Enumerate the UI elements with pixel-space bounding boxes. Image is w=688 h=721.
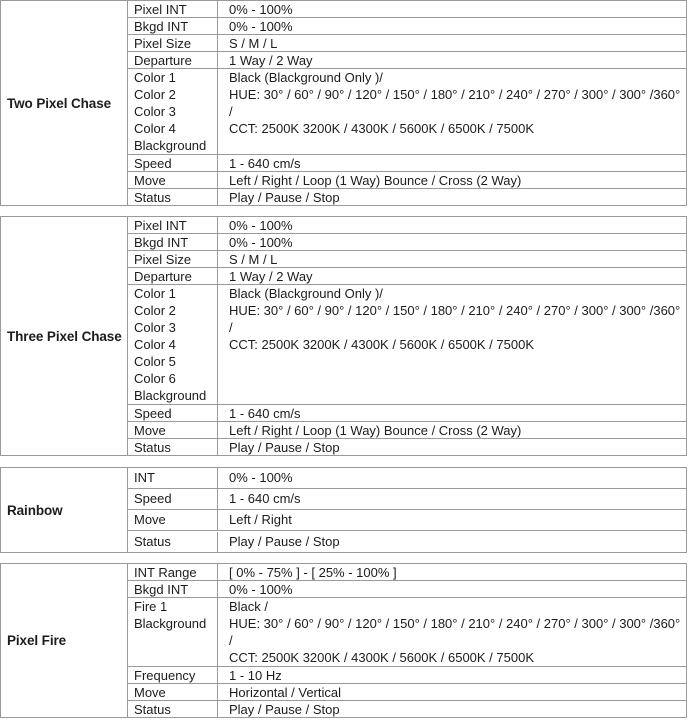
param-value: 0% - 100%: [229, 19, 293, 34]
table-row: [128, 667, 686, 684]
param-value: Black / HUE: 30° / 60° / 90° / 120° / 150° / 180° / 210° / 240° / 270° / 300° / 300° /360° / CCT: 2500K 3200K / 4300K / 5600K / 6500K / 7500K: [229, 599, 681, 665]
param-value: Black (Blackground Only )/ HUE: 30° / 60° / 90° / 120° / 150° / 180° / 210° / 240° / 270° / 300° / 300° /360° / CCT: 2500K 3200K / 4300K / 5600K / 6500K / 7500K: [229, 286, 681, 352]
param-value: [ 0% - 75% ] - [ 25% - 100% ]: [229, 565, 397, 580]
param-name: Frequency: [128, 667, 218, 683]
param-value: 0% - 100%: [229, 470, 293, 485]
table-row: [128, 439, 686, 455]
param-name: Status: [128, 701, 218, 717]
param-value: Left / Right: [229, 512, 292, 527]
param-value: Play / Pause / Stop: [229, 702, 340, 717]
param-name: Color 1 Color 2 Color 3 Color 4 Blackground: [128, 69, 218, 154]
param-value: 0% - 100%: [229, 218, 293, 233]
table-row: [128, 268, 686, 285]
param-name: Speed: [128, 489, 218, 509]
mode-name: Rainbow: [1, 468, 128, 552]
param-name: Speed: [128, 155, 218, 171]
param-name: Status: [128, 439, 218, 455]
table-row: [128, 489, 686, 510]
param-name: Move: [128, 422, 218, 438]
param-value: Left / Right / Loop (1 Way) Bounce / Cross (2 Way): [229, 173, 522, 188]
param-name: INT: [128, 468, 218, 488]
table-row: [128, 564, 686, 581]
table-row: [128, 189, 686, 205]
param-name: Bkgd INT: [128, 234, 218, 250]
params-table: [128, 468, 686, 552]
param-name: Move: [128, 684, 218, 700]
mode-block-three-pixel-chase: [0, 216, 687, 456]
param-value: 1 Way / 2 Way: [229, 269, 313, 284]
mode-name: Three Pixel Chase: [1, 217, 128, 455]
mode-block-rainbow: [0, 467, 687, 553]
param-value: S / M / L: [229, 252, 278, 267]
param-name: Pixel INT: [128, 1, 218, 17]
table-row: [128, 251, 686, 268]
param-value: 0% - 100%: [229, 582, 293, 597]
param-name: Pixel Size: [128, 251, 218, 267]
param-value: 1 Way / 2 Way: [229, 53, 313, 68]
mode-block-two-pixel-chase: [0, 0, 687, 206]
table-row: [128, 35, 686, 52]
table-row: [128, 155, 686, 172]
param-value: Play / Pause / Stop: [229, 440, 340, 455]
mode-block-pixel-fire: [0, 563, 687, 718]
table-row: [128, 69, 686, 155]
param-name: Color 1 Color 2 Color 3 Color 4 Color 5 Color 6 Blackground: [128, 285, 218, 404]
param-value: Horizontal / Vertical: [229, 685, 341, 700]
table-row: [128, 468, 686, 489]
table-row: [128, 1, 686, 18]
table-row: [128, 701, 686, 717]
param-name: Pixel Size: [128, 35, 218, 51]
table-row: [128, 285, 686, 405]
param-name: Move: [128, 510, 218, 530]
table-row: [128, 510, 686, 531]
param-name: Departure: [128, 268, 218, 284]
param-value: 0% - 100%: [229, 235, 293, 250]
mode-name: Two Pixel Chase: [1, 1, 128, 205]
param-value: Black (Blackground Only )/ HUE: 30° / 60° / 90° / 120° / 150° / 180° / 210° / 240° / 270° / 300° / 300° /360° / CCT: 2500K 3200K / 4300K / 5600K / 6500K / 7500K: [229, 70, 681, 136]
table-row: [128, 234, 686, 251]
param-value: 1 - 10 Hz: [229, 668, 282, 683]
table-row: [128, 531, 686, 552]
param-name: Departure: [128, 52, 218, 68]
param-value: Play / Pause / Stop: [229, 190, 340, 205]
param-name: Bkgd INT: [128, 581, 218, 597]
table-row: [128, 217, 686, 234]
table-row: [128, 52, 686, 69]
param-value: 1 - 640 cm/s: [229, 406, 301, 421]
param-name: Speed: [128, 405, 218, 421]
mode-name: Pixel Fire: [1, 564, 128, 717]
params-table: [128, 217, 686, 455]
table-row: [128, 422, 686, 439]
table-row: [128, 18, 686, 35]
param-name: Status: [128, 532, 218, 552]
param-name: Pixel INT: [128, 217, 218, 233]
param-value: 1 - 640 cm/s: [229, 156, 301, 171]
param-value: S / M / L: [229, 36, 278, 51]
param-name: Move: [128, 172, 218, 188]
params-table: [128, 564, 686, 717]
param-name: INT Range: [128, 564, 218, 580]
param-name: Bkgd INT: [128, 18, 218, 34]
param-name: Status: [128, 189, 218, 205]
params-table: [128, 1, 686, 205]
table-row: [128, 172, 686, 189]
param-value: 0% - 100%: [229, 2, 293, 17]
table-row: [128, 405, 686, 422]
param-value: 1 - 640 cm/s: [229, 491, 301, 506]
param-value: Left / Right / Loop (1 Way) Bounce / Cross (2 Way): [229, 423, 522, 438]
table-row: [128, 684, 686, 701]
table-row: [128, 598, 686, 667]
param-value: Play / Pause / Stop: [229, 533, 340, 549]
table-row: [128, 581, 686, 598]
param-name: Fire 1 Blackground: [128, 598, 218, 666]
